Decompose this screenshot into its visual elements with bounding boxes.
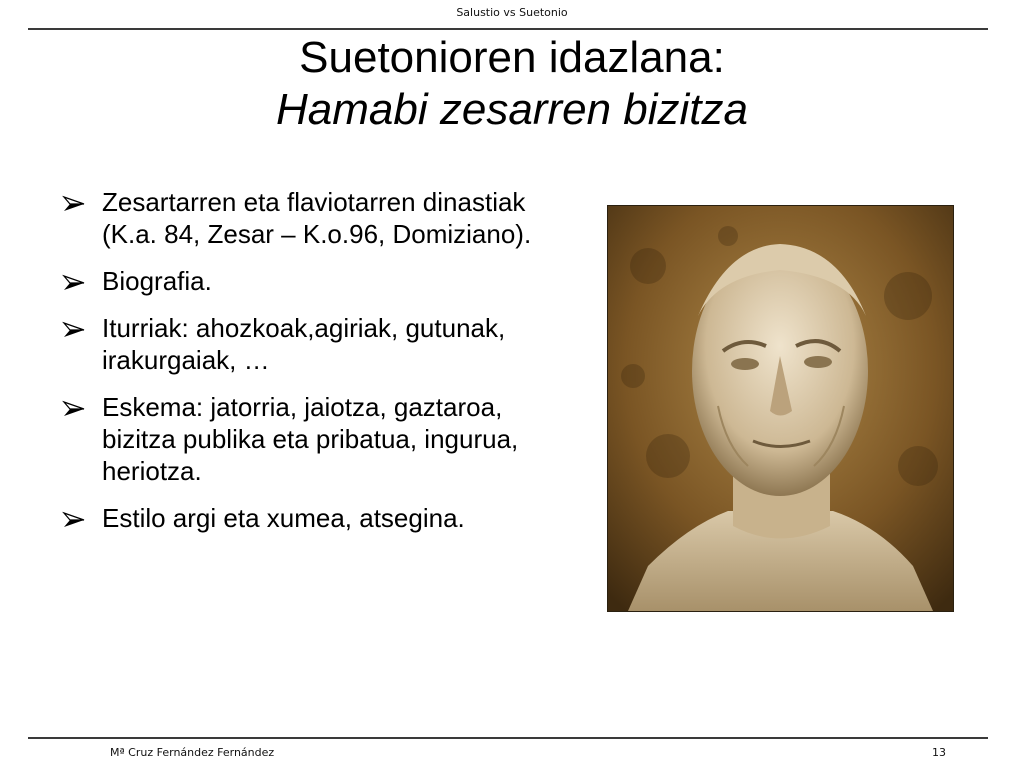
arrow-bullet-icon [62,195,88,213]
page-number: 13 [932,746,946,759]
bullet-list [62,186,562,549]
bust-portrait-image [607,205,954,612]
title-line-2: Hamabi zesarren bizitza [276,85,748,134]
bullet-item [62,391,562,487]
arrow-bullet-icon [62,321,88,339]
bullet-item [62,265,562,297]
title-line-1: Suetonioren idazlana: [299,33,725,82]
header-divider [28,28,988,30]
bullet-text: Iturriak: ahozkoak,agiriak, gutunak, irakurgaiak, … [102,313,506,375]
bust-portrait-graphic [608,206,953,611]
arrow-bullet-icon [62,274,88,292]
bullet-text: Eskema: jatorria, jaiotza, gaztaroa, bizitza publika eta pribatua, ingurua, heriotza. [102,392,519,486]
bullet-item [62,312,562,376]
slide-title [0,32,1024,136]
bullet-text: Estilo argi eta xumea, atsegina. [102,503,465,533]
slide-header: Salustio vs Suetonio [456,6,568,19]
bullet-text: Zesartarren eta flaviotarren dinastiak (K.a. 84, Zesar – K.o.96, Domiziano). [102,187,532,249]
arrow-bullet-icon [62,400,88,418]
bullet-item [62,502,562,534]
bullet-text: Biografia. [102,266,212,296]
footer-divider [28,737,988,739]
footer-author: Mª Cruz Fernández Fernández [110,746,275,759]
bullet-item [62,186,562,250]
arrow-bullet-icon [62,511,88,529]
